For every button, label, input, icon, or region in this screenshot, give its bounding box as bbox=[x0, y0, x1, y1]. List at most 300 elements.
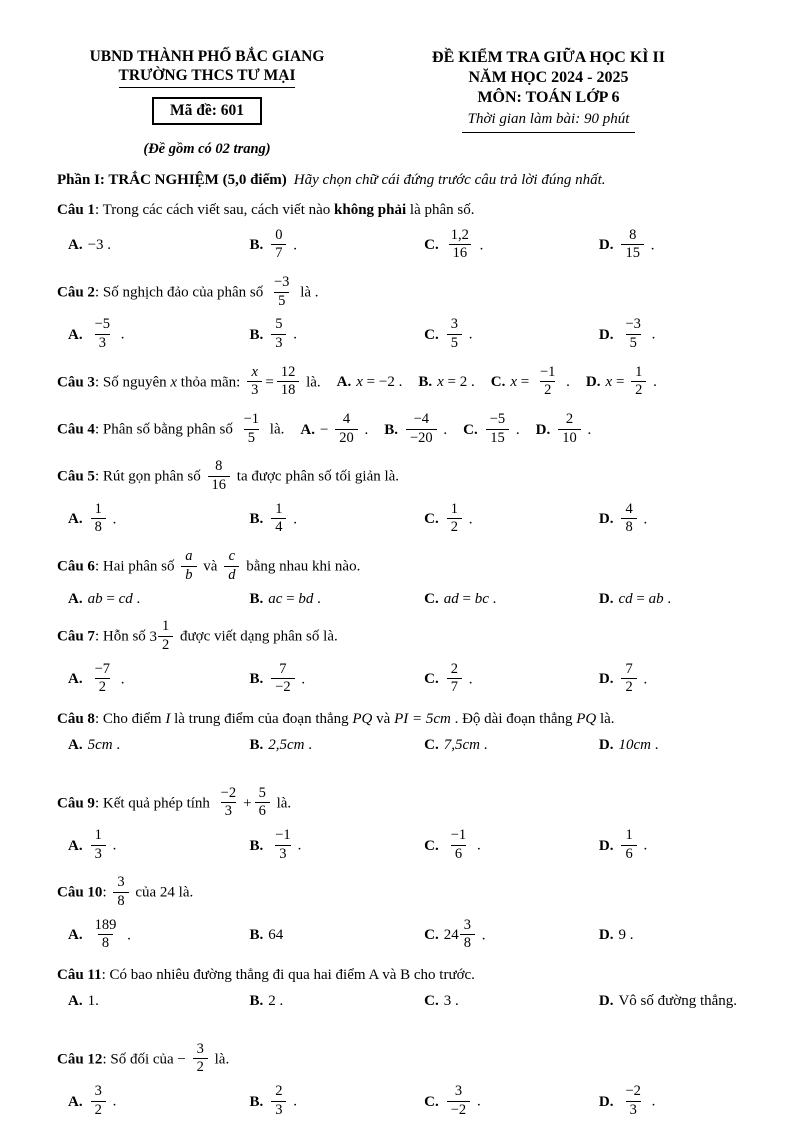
fraction-denominator: −20 bbox=[406, 429, 437, 447]
text-run: là. bbox=[266, 421, 285, 438]
header-right bbox=[357, 48, 740, 133]
fraction bbox=[271, 828, 294, 862]
fraction-denominator: −2 bbox=[271, 678, 294, 696]
option-label: D. bbox=[598, 837, 614, 854]
text-run: : Số nguyên bbox=[94, 374, 171, 391]
option bbox=[424, 591, 599, 608]
text-run: cd bbox=[618, 591, 633, 608]
fraction-numerator: 1 bbox=[625, 826, 633, 843]
text-run: 64 bbox=[268, 927, 284, 944]
fraction bbox=[181, 549, 196, 583]
question-stem bbox=[57, 875, 740, 911]
question bbox=[57, 275, 740, 354]
text-run: : Trong các cách viết sau, cách viết nào bbox=[94, 202, 335, 218]
text-run: : Số đối của − bbox=[102, 1051, 190, 1068]
text-run: x bbox=[437, 374, 444, 391]
option bbox=[424, 737, 599, 754]
text-run: 9 . bbox=[618, 927, 634, 944]
option-label: A. bbox=[68, 511, 83, 528]
option-label: D. bbox=[598, 511, 614, 528]
question-label: Câu 1 bbox=[57, 202, 95, 218]
question-stem bbox=[57, 365, 740, 401]
option bbox=[424, 993, 599, 1010]
text-run: . bbox=[639, 671, 648, 688]
fraction bbox=[208, 459, 231, 493]
text-run: . bbox=[289, 237, 297, 254]
fraction-numerator: 5 bbox=[275, 316, 283, 333]
fraction-numerator: 1,2 bbox=[450, 226, 469, 243]
question bbox=[57, 1042, 740, 1121]
text-run: . bbox=[108, 1093, 117, 1110]
fraction-denominator: 3 bbox=[271, 1101, 286, 1119]
fraction-numerator: −1 bbox=[539, 363, 556, 380]
option bbox=[68, 502, 249, 538]
fraction-denominator: 2 bbox=[158, 636, 173, 654]
option bbox=[68, 662, 249, 698]
text-run: . bbox=[646, 237, 655, 254]
fraction-denominator: 7 bbox=[447, 678, 462, 696]
text-run: : bbox=[102, 884, 111, 901]
exam-code: Mã đề: 601 bbox=[169, 102, 245, 119]
option-label: A. bbox=[68, 591, 83, 608]
options-row bbox=[57, 502, 740, 538]
fraction-denominator: 3 bbox=[247, 381, 262, 399]
fraction-denominator: 2 bbox=[540, 381, 555, 399]
option-label: B. bbox=[249, 837, 264, 854]
fraction-numerator: −5 bbox=[94, 316, 111, 333]
fraction bbox=[193, 1042, 208, 1076]
fraction-denominator: 8 bbox=[98, 934, 113, 952]
text-run: là. bbox=[272, 795, 292, 812]
fraction bbox=[271, 317, 286, 351]
school-name bbox=[57, 67, 357, 88]
fraction-denominator: 2 bbox=[193, 1058, 208, 1076]
question-stem bbox=[57, 786, 740, 822]
option bbox=[68, 993, 249, 1010]
question-label: Câu 12 bbox=[57, 1051, 103, 1068]
fraction-numerator: 189 bbox=[94, 916, 117, 933]
text-run: . bbox=[439, 421, 448, 438]
mixed-whole: 24 bbox=[443, 927, 459, 944]
fraction-numerator: 1 bbox=[635, 363, 643, 380]
question-stem bbox=[57, 619, 740, 655]
fraction bbox=[271, 1084, 286, 1118]
fraction-denominator: 3 bbox=[271, 334, 286, 352]
fraction bbox=[536, 365, 559, 399]
fraction-denominator: 3 bbox=[95, 334, 110, 352]
options-row bbox=[57, 993, 740, 1010]
option-label: B. bbox=[249, 671, 264, 688]
text-run: . bbox=[639, 511, 648, 528]
question-label: Câu 3 bbox=[57, 374, 95, 391]
option bbox=[249, 828, 424, 864]
options-row bbox=[57, 737, 740, 754]
fraction-numerator: x bbox=[251, 363, 258, 380]
option-label: A. bbox=[336, 374, 352, 391]
fraction-denominator: 5 bbox=[274, 292, 289, 310]
fraction-numerator: −7 bbox=[94, 660, 111, 677]
option bbox=[249, 228, 424, 264]
section-heading bbox=[57, 172, 740, 189]
fraction-numerator: 8 bbox=[629, 226, 637, 243]
option bbox=[418, 374, 474, 390]
fraction bbox=[91, 662, 114, 696]
text-run: . bbox=[117, 671, 125, 688]
text-run: . bbox=[123, 927, 131, 944]
fraction-denominator: 15 bbox=[486, 429, 509, 447]
fraction-denominator: 7 bbox=[271, 244, 286, 262]
option bbox=[68, 918, 249, 954]
question bbox=[57, 459, 740, 538]
fraction-numerator: 7 bbox=[279, 660, 287, 677]
option-label: A. bbox=[68, 1093, 83, 1110]
fraction-numerator: −5 bbox=[489, 411, 506, 427]
text-run: = bbox=[632, 591, 649, 608]
text-run: . bbox=[639, 837, 648, 854]
text-run: 1. bbox=[87, 992, 99, 1009]
question-label: Câu 6 bbox=[57, 558, 95, 575]
text-run: PQ bbox=[352, 710, 373, 727]
option-label: A. bbox=[68, 992, 83, 1009]
fraction-numerator: −3 bbox=[274, 274, 290, 291]
text-run: = bbox=[102, 591, 119, 608]
text-run: . bbox=[297, 671, 306, 688]
fraction bbox=[621, 662, 636, 696]
fraction-denominator: 8 bbox=[113, 892, 128, 910]
school-year: NĂM HỌC 2024 - 2025 bbox=[468, 69, 629, 86]
text-run: . bbox=[465, 326, 473, 343]
option bbox=[424, 502, 599, 538]
option bbox=[599, 993, 740, 1010]
option-label: C. bbox=[490, 374, 506, 391]
text-run: . bbox=[647, 326, 656, 343]
text-run: là . bbox=[296, 284, 319, 301]
option bbox=[599, 317, 740, 353]
text-run: . bbox=[465, 671, 473, 688]
fraction-numerator: 3 bbox=[94, 1082, 102, 1099]
text-run: bd bbox=[298, 591, 314, 608]
text-run: . bbox=[289, 1093, 297, 1110]
option-label: C. bbox=[463, 421, 478, 438]
option bbox=[249, 662, 424, 698]
fraction bbox=[558, 412, 581, 446]
option-label: D. bbox=[585, 374, 601, 391]
fraction-numerator: 8 bbox=[215, 458, 223, 475]
fraction-numerator: 3 bbox=[463, 916, 471, 933]
text-run: . bbox=[649, 374, 657, 391]
fraction-numerator: 5 bbox=[258, 784, 266, 801]
option-label: B. bbox=[249, 992, 264, 1009]
fraction bbox=[91, 1084, 106, 1118]
text-run: : Có bao nhiêu đường thẳng đi qua hai điểm A và B cho trước. bbox=[101, 966, 475, 983]
option bbox=[68, 737, 249, 754]
text-run: ta được phân số tối giản là. bbox=[233, 468, 400, 485]
fraction-numerator: 1 bbox=[162, 618, 170, 635]
text-run: . bbox=[112, 736, 121, 753]
fraction bbox=[240, 412, 263, 446]
fraction-denominator: 16 bbox=[449, 244, 472, 262]
text-run: là. bbox=[596, 710, 615, 727]
fraction bbox=[486, 412, 509, 446]
text-run: . bbox=[475, 237, 484, 254]
fraction-denominator: 6 bbox=[621, 845, 636, 863]
fraction bbox=[271, 228, 286, 262]
text-run: 2 . bbox=[268, 992, 284, 1009]
option-label: D. bbox=[535, 421, 551, 438]
text-run: thỏa mãn: bbox=[177, 374, 245, 391]
text-run: . bbox=[512, 421, 520, 438]
exam-title: ĐỀ KIỂM TRA GIỮA HỌC KÌ II bbox=[432, 49, 665, 66]
question bbox=[57, 365, 740, 401]
question-stem bbox=[57, 275, 740, 311]
options-row bbox=[57, 591, 740, 608]
text-run: là trung điểm của đoạn thẳng bbox=[170, 710, 353, 727]
text-run: 3 . bbox=[443, 992, 459, 1009]
text-run: − bbox=[319, 421, 333, 438]
option-label: C. bbox=[424, 992, 439, 1009]
fraction bbox=[631, 365, 646, 399]
options-row bbox=[57, 1084, 740, 1120]
option-label: B. bbox=[249, 326, 264, 343]
question bbox=[57, 709, 740, 754]
option-label: C. bbox=[424, 511, 439, 528]
fraction-numerator: −2 bbox=[625, 1082, 641, 1099]
fraction bbox=[406, 412, 437, 446]
fraction bbox=[255, 786, 270, 820]
text-run: 2,5cm bbox=[268, 736, 305, 753]
fraction bbox=[91, 918, 121, 952]
text-run: là phân số. bbox=[406, 202, 475, 218]
option-label: C. bbox=[424, 591, 439, 608]
fraction bbox=[621, 502, 636, 536]
text-run: . bbox=[132, 591, 141, 608]
fraction bbox=[460, 918, 475, 952]
option bbox=[249, 591, 424, 608]
question-label: Câu 8 bbox=[57, 710, 95, 727]
fraction bbox=[91, 828, 106, 862]
option-label: A. bbox=[68, 326, 83, 343]
section-title: Phần I: TRẮC NGHIỆM (5,0 điểm) bbox=[57, 172, 287, 188]
text-run: : Kết quả phép tính bbox=[94, 795, 214, 812]
option-label: A. bbox=[68, 837, 83, 854]
fraction-denominator: 8 bbox=[460, 934, 475, 952]
text-run: bằng nhau khi nào. bbox=[242, 558, 361, 575]
exam-code-box-wrap bbox=[57, 88, 357, 125]
option bbox=[599, 927, 740, 944]
fraction bbox=[335, 412, 358, 446]
option bbox=[68, 317, 249, 353]
mixed-number bbox=[444, 918, 478, 954]
fraction-denominator: 10 bbox=[558, 429, 581, 447]
fraction bbox=[224, 549, 239, 583]
question bbox=[57, 786, 740, 865]
option-label: C. bbox=[424, 671, 439, 688]
text-run: x bbox=[170, 374, 178, 391]
option bbox=[599, 828, 740, 864]
fraction bbox=[270, 275, 293, 309]
fraction bbox=[447, 317, 462, 351]
fraction-denominator: 2 bbox=[447, 518, 462, 536]
option-label: D. bbox=[598, 326, 614, 343]
duration: Thời gian làm bài: 90 phút bbox=[462, 109, 636, 133]
question-stem bbox=[57, 709, 740, 731]
text-run: không phải bbox=[334, 202, 407, 218]
fraction-numerator: 1 bbox=[94, 826, 102, 843]
option bbox=[599, 591, 740, 608]
option-label: C. bbox=[424, 1093, 439, 1110]
fraction-numerator: 3 bbox=[454, 1082, 463, 1099]
text-run: Vô số đường thẳng. bbox=[618, 992, 738, 1009]
option-label: A. bbox=[68, 671, 83, 688]
option-label: D. bbox=[598, 1093, 614, 1110]
question-label: Câu 9 bbox=[57, 795, 95, 812]
option-label: D. bbox=[598, 927, 614, 944]
option bbox=[463, 411, 520, 446]
option bbox=[599, 228, 740, 264]
option-label: A. bbox=[68, 736, 83, 753]
fraction bbox=[447, 1084, 470, 1118]
fraction bbox=[621, 828, 636, 862]
option bbox=[300, 411, 369, 446]
option bbox=[424, 317, 599, 353]
fraction-numerator: −1 bbox=[243, 411, 260, 427]
pages-note: (Đề gồm có 02 trang) bbox=[143, 141, 271, 157]
text-run: : Phân số bằng phân số bbox=[94, 421, 237, 438]
text-run: . bbox=[297, 837, 302, 854]
option bbox=[424, 228, 599, 264]
fraction-denominator: b bbox=[181, 566, 196, 584]
header-left bbox=[57, 48, 357, 158]
options-row bbox=[57, 228, 740, 264]
question-label: Câu 7 bbox=[57, 628, 95, 645]
option bbox=[599, 662, 740, 698]
text-run: x bbox=[510, 374, 518, 391]
question-label: Câu 11 bbox=[57, 966, 102, 983]
mixed-whole: 3 bbox=[149, 628, 158, 645]
option-label: D. bbox=[598, 237, 614, 254]
fraction-denominator: 18 bbox=[277, 381, 300, 399]
option-label: A. bbox=[68, 237, 83, 254]
text-run: = bbox=[458, 591, 475, 608]
fraction-denominator: 3 bbox=[221, 802, 236, 820]
question-label: Câu 4 bbox=[57, 421, 95, 438]
text-run: . bbox=[289, 326, 297, 343]
text-run: ad bbox=[443, 591, 459, 608]
option-label: B. bbox=[384, 421, 398, 438]
option bbox=[68, 237, 249, 254]
fraction bbox=[621, 1084, 644, 1118]
option bbox=[68, 828, 249, 864]
text-run: được viết dạng phân số là. bbox=[176, 628, 338, 645]
option-label: C. bbox=[424, 326, 439, 343]
fraction-denominator: 2 bbox=[621, 678, 636, 696]
option-label: A. bbox=[68, 927, 83, 944]
option-label: C. bbox=[424, 837, 439, 854]
text-run: . bbox=[478, 927, 486, 944]
fraction bbox=[277, 365, 300, 399]
fraction-denominator: 6 bbox=[255, 802, 270, 820]
option bbox=[599, 1084, 740, 1120]
option bbox=[535, 411, 592, 446]
fraction bbox=[621, 228, 644, 262]
text-run: là. bbox=[210, 1051, 230, 1068]
text-run: PI = 5cm bbox=[394, 710, 451, 727]
option bbox=[384, 411, 448, 446]
text-run: = bbox=[612, 374, 629, 391]
fraction-denominator: 3 bbox=[626, 1101, 641, 1119]
fraction-denominator: 6 bbox=[451, 845, 466, 863]
text-run: . bbox=[663, 591, 672, 608]
text-run: . bbox=[289, 511, 297, 528]
option-label: C. bbox=[424, 736, 439, 753]
option bbox=[249, 927, 424, 944]
fraction-numerator: 2 bbox=[450, 660, 458, 677]
fraction-numerator: a bbox=[185, 547, 193, 564]
text-run: . bbox=[480, 736, 488, 753]
fraction-denominator: 2 bbox=[91, 1101, 106, 1119]
option-label: B. bbox=[249, 927, 264, 944]
option bbox=[424, 662, 599, 698]
text-run: . bbox=[108, 511, 117, 528]
fraction-numerator: 2 bbox=[275, 1082, 283, 1099]
text-run: PQ bbox=[576, 710, 597, 727]
question bbox=[57, 875, 740, 954]
options-row bbox=[57, 918, 740, 954]
fraction-denominator: 5 bbox=[447, 334, 462, 352]
text-run: = −2 . bbox=[362, 374, 403, 391]
question bbox=[57, 619, 740, 698]
section-instruction: Hãy chọn chữ cái đứng trước câu trả lời đúng nhất. bbox=[293, 172, 606, 188]
question-stem bbox=[57, 549, 740, 585]
text-run: : Cho điểm bbox=[94, 710, 166, 727]
option-label: B. bbox=[418, 374, 433, 391]
option-label: D. bbox=[598, 736, 614, 753]
text-run: ac bbox=[268, 591, 283, 608]
fraction-denominator: 3 bbox=[91, 845, 106, 863]
text-run: bc bbox=[474, 591, 489, 608]
fraction-denominator: 4 bbox=[271, 518, 286, 536]
option bbox=[337, 374, 403, 390]
option-label: B. bbox=[249, 237, 264, 254]
duration-wrap bbox=[357, 108, 740, 133]
fraction bbox=[447, 662, 462, 696]
text-run: . bbox=[650, 736, 659, 753]
option-label: D. bbox=[598, 591, 614, 608]
text-run: . bbox=[304, 736, 312, 753]
text-run: : Hỗn số bbox=[94, 628, 150, 645]
fraction-numerator: 4 bbox=[625, 500, 633, 517]
fraction bbox=[217, 786, 240, 820]
text-run: . bbox=[360, 421, 369, 438]
text-run: : Hai phân số bbox=[94, 558, 179, 575]
text-run: . bbox=[647, 1093, 656, 1110]
fraction-numerator: 7 bbox=[625, 660, 633, 677]
fraction-numerator: 1 bbox=[275, 500, 283, 517]
question-stem bbox=[57, 965, 740, 987]
text-run: = 2 . bbox=[443, 374, 475, 391]
option bbox=[599, 737, 740, 754]
option-label: B. bbox=[249, 736, 264, 753]
fraction bbox=[91, 317, 114, 351]
fraction-numerator: 2 bbox=[565, 411, 574, 427]
option bbox=[424, 1084, 599, 1120]
option bbox=[249, 502, 424, 538]
fraction-denominator: 8 bbox=[621, 518, 636, 536]
mixed-number bbox=[150, 619, 177, 655]
text-run: −3 . bbox=[87, 237, 112, 254]
fraction bbox=[271, 502, 286, 536]
option bbox=[599, 502, 740, 538]
